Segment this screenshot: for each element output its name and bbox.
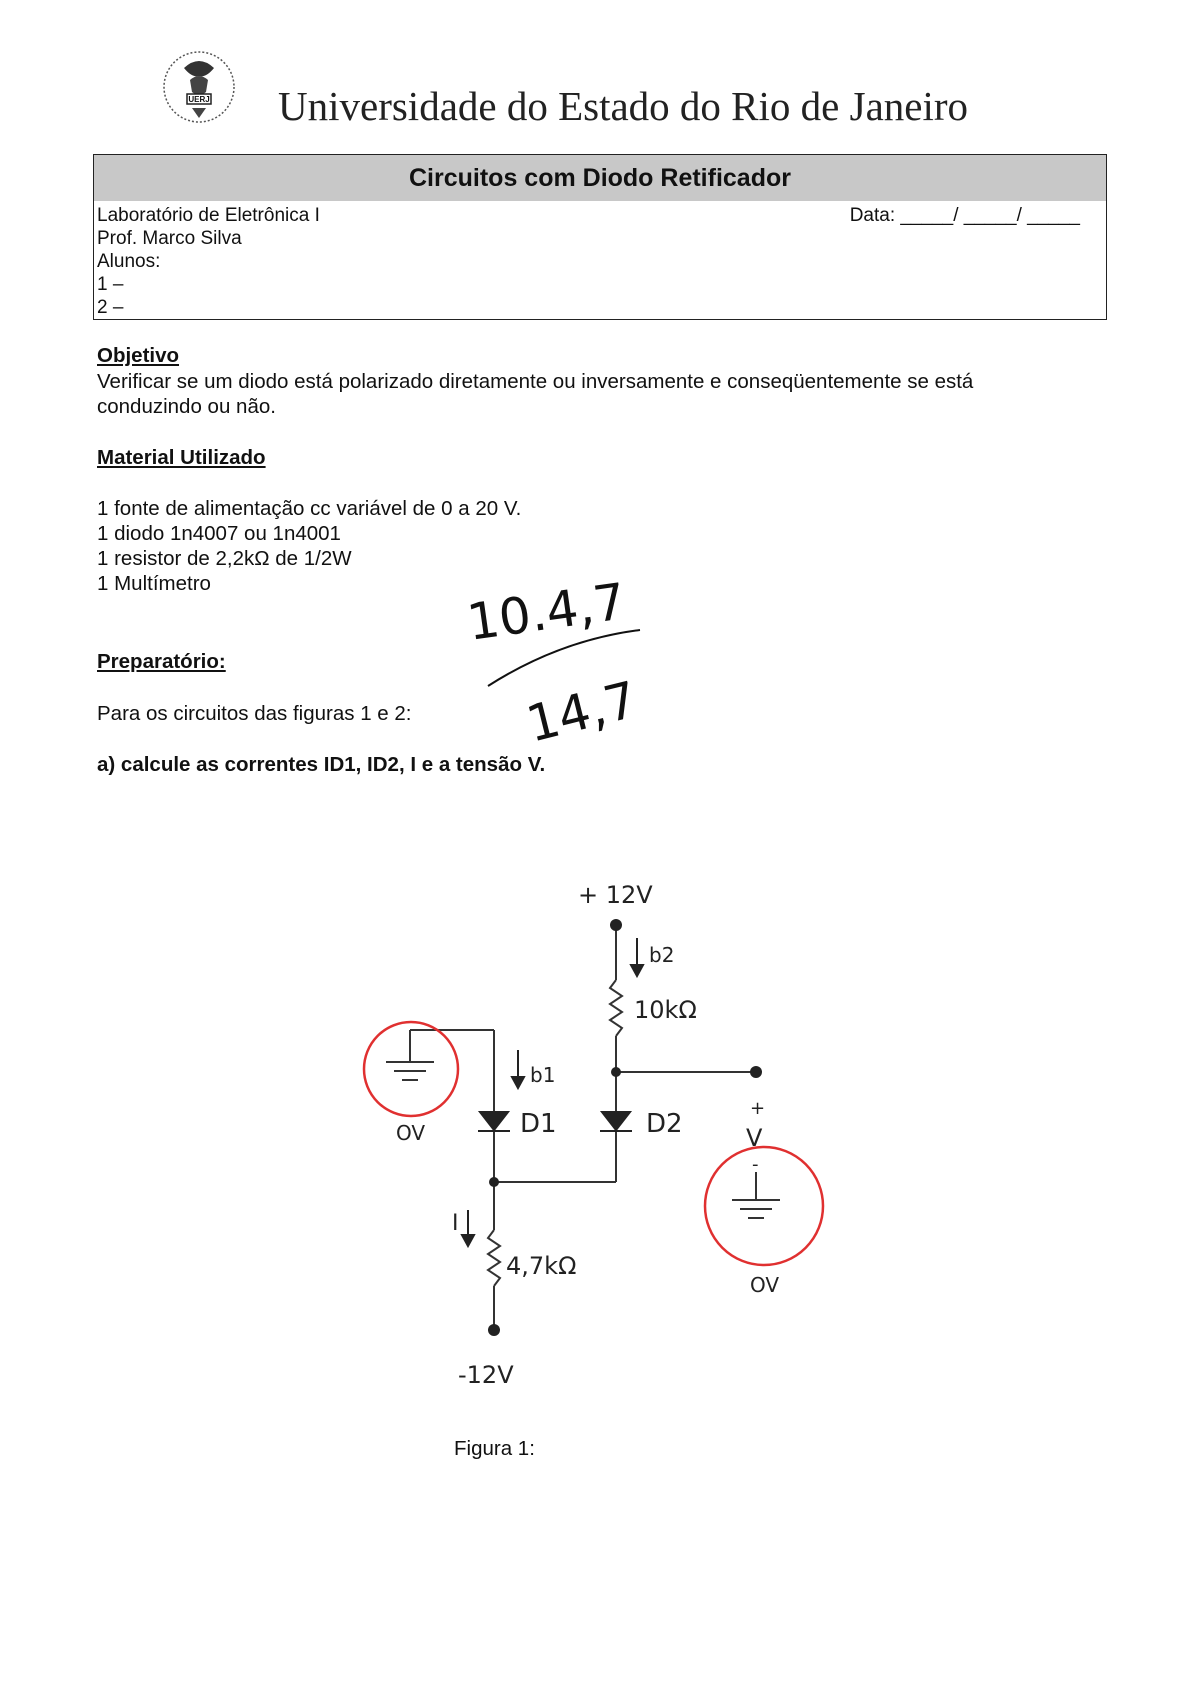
current-i-label: I: [452, 1211, 459, 1236]
preparatory-heading: Preparatório:: [97, 650, 226, 673]
annotation-gnd-right: OV: [750, 1273, 780, 1297]
output-plus-label: +: [750, 1098, 766, 1119]
objective-text-line-2: conduzindo ou não.: [97, 395, 276, 418]
materials-item: 1 diodo 1n4007 ou 1n4001: [97, 522, 341, 545]
students-label: Alunos:: [97, 251, 161, 272]
d2-label: D2: [646, 1109, 683, 1139]
student-2-line: 2 –: [97, 297, 124, 318]
current-id1-label: b1: [530, 1063, 556, 1087]
materials-heading: Material Utilizado: [97, 446, 266, 469]
handwritten-fraction: [464, 572, 643, 753]
output-minus-label: -: [752, 1154, 759, 1175]
figure-caption: Figura 1:: [454, 1437, 535, 1460]
university-name: Universidade do Estado do Rio de Janeiro: [278, 83, 969, 129]
materials-item: 1 fonte de alimentação cc variável de 0 a 20 V.: [97, 497, 522, 520]
d1-label: D1: [520, 1109, 557, 1139]
vplus-label: + 12V: [578, 881, 653, 909]
handwritten-numerator: 10.4,7: [463, 572, 630, 652]
course-name: Laboratório de Eletrônica I: [97, 205, 320, 226]
arrow-down-icon: [462, 1235, 474, 1246]
output-v-label: V: [746, 1124, 763, 1152]
question-a: a) calcule as correntes ID1, ID2, I e a tensão V.: [97, 753, 546, 776]
student-1-line: 1 –: [97, 274, 124, 295]
materials-item: 1 Multímetro: [97, 572, 211, 595]
r-top-label: 10kΩ: [634, 996, 697, 1024]
document-title: Circuitos com Diodo Retificador: [94, 155, 1106, 201]
vminus-label: -12V: [458, 1361, 514, 1389]
preparatory-intro: Para os circuitos das figuras 1 e 2:: [97, 702, 412, 725]
arrow-down-icon: [631, 965, 643, 976]
current-id2-label: b2: [649, 943, 675, 967]
professor-name: Prof. Marco Silva: [97, 228, 242, 249]
svg-text:UERJ: UERJ: [188, 95, 210, 104]
diode-d2-icon: [602, 1112, 630, 1130]
materials-item: 1 resistor de 2,2kΩ de 1/2W: [97, 547, 352, 570]
annotation-gnd-left: OV: [396, 1121, 426, 1145]
handwritten-denominator: 14,7: [520, 670, 643, 754]
diode-d1-icon: [480, 1112, 508, 1130]
arrow-down-icon: [512, 1077, 524, 1088]
annotation-circle-right: [705, 1147, 823, 1265]
objective-heading: Objetivo: [97, 344, 180, 367]
objective-text-line-1: Verificar se um diodo está polarizado diretamente ou inversamente e conseqüentemente se está: [97, 370, 974, 393]
r-bottom-label: 4,7kΩ: [506, 1252, 577, 1280]
date-field: Data: _____/ _____/ _____: [849, 205, 1080, 226]
